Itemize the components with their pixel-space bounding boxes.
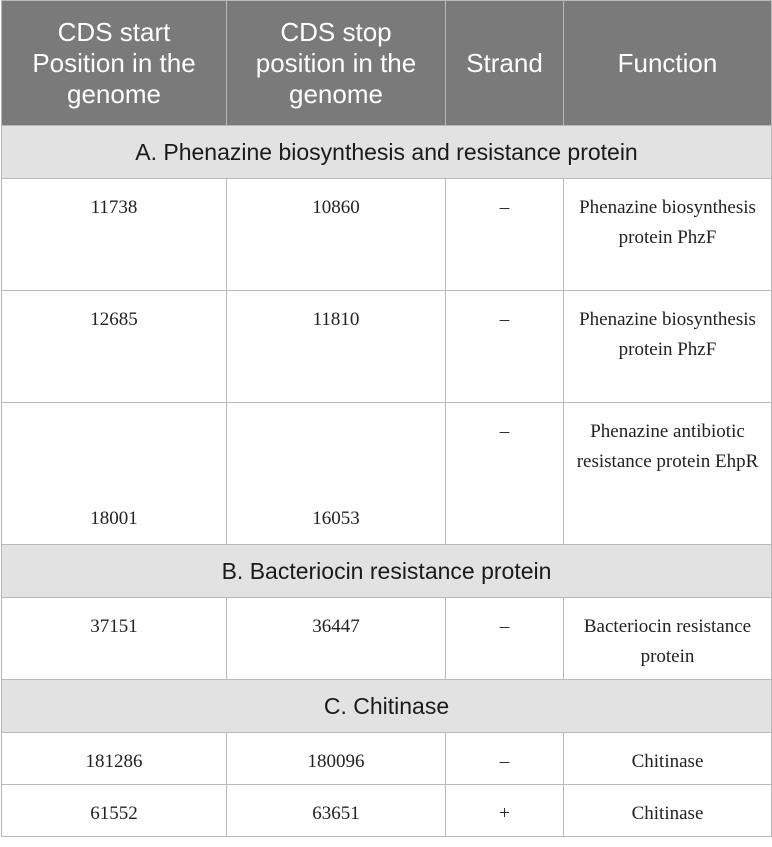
cell-function: Bacteriocin resistance protein — [564, 598, 772, 680]
cell-function: Chitinase — [564, 733, 772, 785]
cell-strand: – — [446, 291, 564, 403]
section-row — [2, 545, 772, 598]
cell-function: Phenazine biosynthesis protein PhzF — [564, 291, 772, 403]
cell-strand: – — [446, 403, 564, 545]
cell-function: Chitinase — [564, 785, 772, 837]
header-stop: CDS stop position in the genome — [227, 1, 446, 126]
cell-function: Phenazine antibiotic resistance protein EhpR — [564, 403, 772, 545]
cell-start: 37151 — [2, 598, 227, 680]
cell-stop: 16053 — [227, 403, 446, 545]
section-row — [2, 680, 772, 733]
cell-start: 181286 — [2, 733, 227, 785]
cell-stop: 180096 — [227, 733, 446, 785]
table-row — [2, 291, 772, 403]
cell-strand: – — [446, 733, 564, 785]
table-row — [2, 598, 772, 680]
section-title: A. Phenazine biosynthesis and resistance protein — [2, 126, 772, 179]
cell-stop: 11810 — [227, 291, 446, 403]
table-row — [2, 403, 772, 545]
cell-function: Phenazine biosynthesis protein PhzF — [564, 179, 772, 291]
cell-strand: + — [446, 785, 564, 837]
cell-strand: – — [446, 179, 564, 291]
header-strand: Strand — [446, 1, 564, 126]
cds-table — [1, 0, 772, 837]
table-row — [2, 733, 772, 785]
header-start: CDS start Position in the genome — [2, 1, 227, 126]
header-row — [2, 1, 772, 126]
table-row — [2, 179, 772, 291]
cell-start: 11738 — [2, 179, 227, 291]
cell-strand: – — [446, 598, 564, 680]
cell-stop: 63651 — [227, 785, 446, 837]
header-function: Function — [564, 1, 772, 126]
table-row — [2, 785, 772, 837]
section-title: C. Chitinase — [2, 680, 772, 733]
cell-start: 12685 — [2, 291, 227, 403]
section-row — [2, 126, 772, 179]
cell-start: 18001 — [2, 403, 227, 545]
cell-stop: 36447 — [227, 598, 446, 680]
section-title: B. Bacteriocin resistance protein — [2, 545, 772, 598]
cell-start: 61552 — [2, 785, 227, 837]
cell-stop: 10860 — [227, 179, 446, 291]
